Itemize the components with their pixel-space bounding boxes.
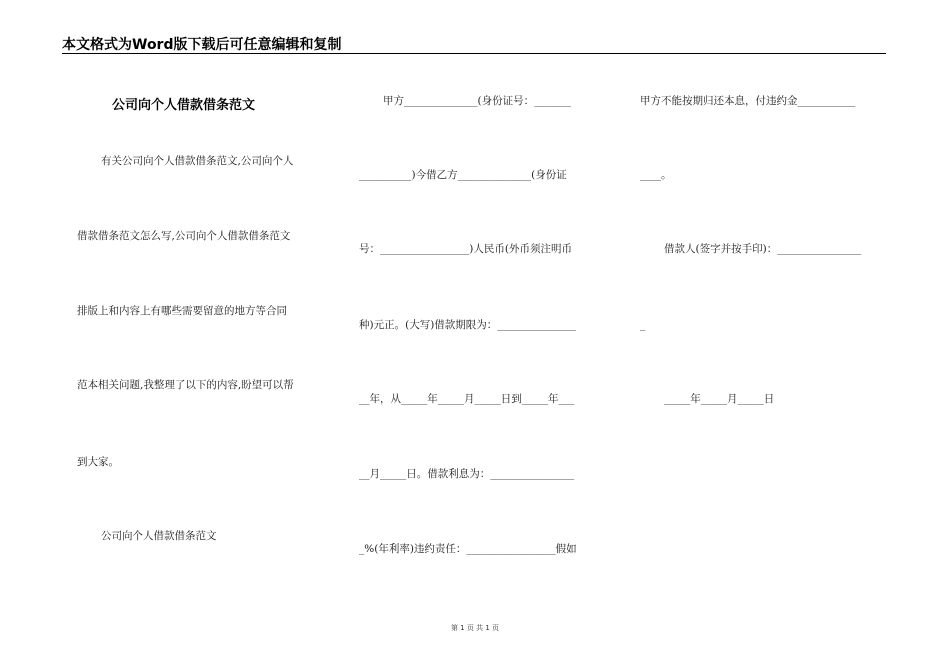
body-line: 甲方不能按期归还本息，付违约金___________ <box>640 95 856 107</box>
body-line: _ <box>640 319 646 331</box>
body-line: 借款借条范文怎么写,公司向个人借款借条范文 <box>77 230 291 242</box>
body-line: __________)今借乙方______________(身份证 <box>359 169 567 181</box>
body-line: __年，从_____年_____月_____日到_____年___ <box>359 393 575 405</box>
body-line: 有关公司向个人借款借条范文,公司向个人 <box>101 155 294 167</box>
body-line: _%(年利率)违约责任：_________________假如 <box>359 543 577 555</box>
body-line: 到大家。 <box>77 456 119 468</box>
body-line: 种)元正。(大写)借款期限为：_______________ <box>359 319 577 331</box>
header-divider <box>62 53 886 54</box>
body-line: 甲方______________(身份证号：_______ <box>383 95 571 107</box>
body-line: 范本相关问题,我整理了以下的内容,盼望可以帮 <box>77 379 294 391</box>
signature-line: 借款人(签字并按手印)：________________ <box>664 243 862 255</box>
body-line: 排版上和内容上有哪些需要留意的地方等合同 <box>77 305 287 317</box>
document-header: 本文格式为Word版下载后可任意编辑和复制 <box>62 37 342 53</box>
body-line: __月_____日。借款利息为：________________ <box>359 468 575 480</box>
body-line: ____。 <box>640 169 672 181</box>
body-line: 号：_________________)人民币(外币须注明币 <box>359 243 572 255</box>
page-number: 第 1 页 共 1 页 <box>450 624 500 632</box>
document-title: 公司向个人借款借条范文 <box>112 98 256 113</box>
date-line: _____年_____月_____日 <box>664 393 775 405</box>
section-heading: 公司向个人借款借条范文 <box>101 530 217 542</box>
